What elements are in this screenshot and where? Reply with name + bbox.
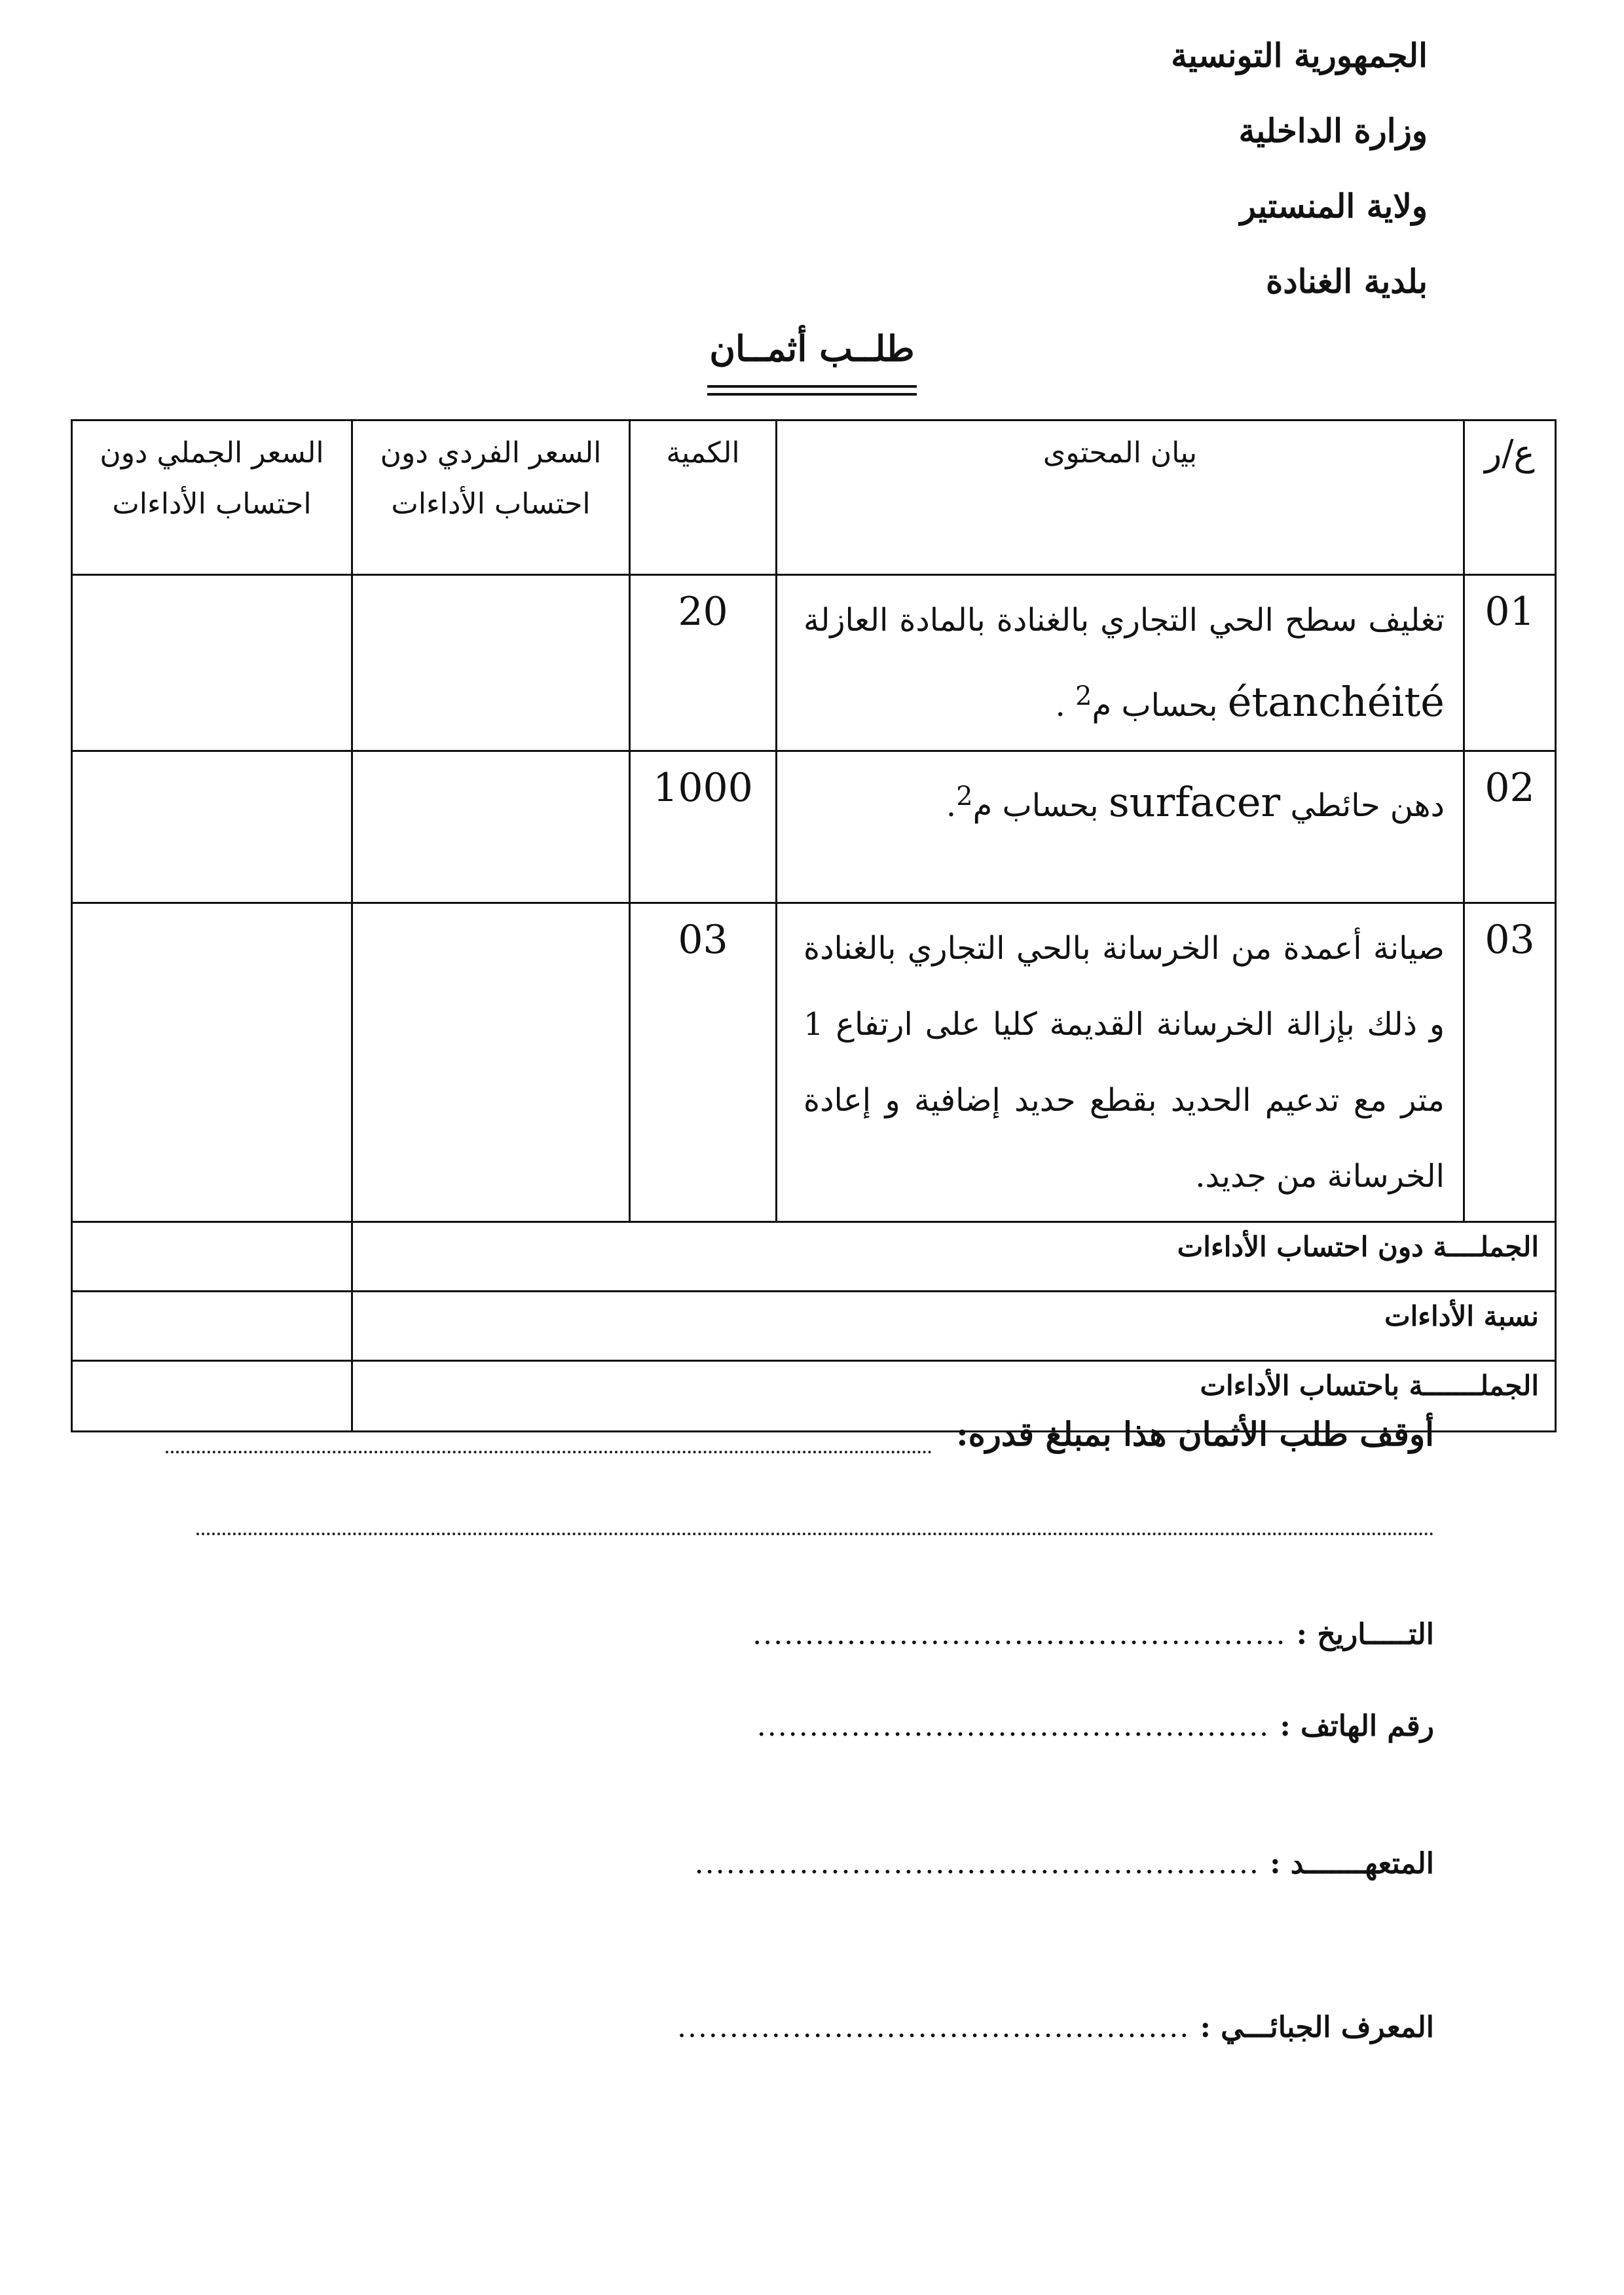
row-total-price-cell[interactable] [72, 575, 352, 751]
description-unit: بحساب م [1092, 687, 1218, 724]
tax-id-input-dots[interactable]: ................................................. [676, 2011, 1190, 2044]
row-number: 01 [1464, 575, 1556, 751]
date-label: التـــــاريخ : [1296, 1618, 1434, 1651]
header-item-number: ع/ر [1464, 420, 1556, 575]
header-quantity: الكمية [630, 420, 777, 575]
row-total-price-cell[interactable] [72, 751, 352, 903]
tax-id-label: المعرف الجبائـــي : [1200, 2011, 1434, 2044]
subtotal-label: الجملــــة دون احتساب الأداءات [352, 1222, 1556, 1292]
approval-amount-field[interactable] [166, 1451, 932, 1453]
governorate-name: ولاية المنستير [1240, 187, 1428, 225]
bidder-input-dots[interactable]: ...................................................... [694, 1847, 1260, 1880]
row-unit-price-cell[interactable] [352, 575, 630, 751]
phone-label: رقم الهاتف : [1280, 1709, 1434, 1743]
title-text: طلــب أثمــان [709, 327, 915, 369]
date-field [752, 1618, 1434, 1651]
description-latin-term: surfacer [1108, 778, 1281, 826]
tax-rate-label: نسبة الأداءات [352, 1292, 1556, 1361]
row-unit-price-cell[interactable] [352, 751, 630, 903]
header-description: بيان المحتوى [777, 420, 1464, 575]
tax-id-field [677, 2011, 1434, 2044]
subtotal-value-cell[interactable] [72, 1222, 352, 1292]
description-unit-exponent: 2 [956, 781, 973, 812]
description-arabic: تغليف سطح الحي التجاري بالغنادة بالمادة العازلة [803, 602, 1445, 639]
title-underline [707, 385, 917, 388]
approval-line [124, 1415, 1434, 1453]
phone-field [757, 1709, 1434, 1743]
table-row [72, 575, 1556, 751]
row-quantity: 03 [630, 903, 777, 1222]
total-label: الجملـــــــة باحتساب الأداءات [352, 1361, 1556, 1432]
description-unit: بحساب م [972, 787, 1099, 824]
tax-rate-value-cell[interactable] [72, 1292, 352, 1361]
date-input-dots[interactable]: ................................................... [752, 1618, 1287, 1651]
title-underline-second [707, 393, 917, 396]
row-description: صيانة أعمدة من الخرسانة بالحي التجاري بالغنادة و ذلك بإزالة الخرسانة القديمة كليا على ارتفاع 1 متر مع تدعيم الحديد بقطع حديد إضافية و إعادة الخرسانة من جديد. [777, 903, 1464, 1222]
bidder-field [695, 1847, 1434, 1880]
description-latin-term: étanchéité [1227, 678, 1445, 726]
row-description [777, 575, 1464, 751]
letterhead [969, 26, 1428, 327]
row-unit-price-cell[interactable] [352, 903, 630, 1222]
row-quantity: 20 [630, 575, 777, 751]
republic-name: الجمهورية التونسية [1171, 36, 1428, 75]
approval-text: أوقف طلب الأثمان هذا بمبلغ قدره: [956, 1415, 1434, 1453]
municipality-name: بلدية الغنادة [1266, 262, 1428, 301]
row-number: 03 [1464, 903, 1556, 1222]
summary-row-subtotal [72, 1222, 1556, 1292]
description-arabic: دهن حائطي [1290, 787, 1445, 824]
document-title [681, 327, 943, 369]
phone-input-dots[interactable]: ................................................. [756, 1709, 1270, 1743]
row-number: 02 [1464, 751, 1556, 903]
header-unit-price: السعر الفردي دون احتساب الأداءات [352, 420, 630, 575]
description-unit-exponent: 2 [1075, 681, 1092, 711]
row-quantity: 1000 [630, 751, 777, 903]
ministry-name: وزارة الداخلية [1238, 111, 1428, 150]
approval-amount-field-continued[interactable] [196, 1533, 1434, 1535]
row-description [777, 751, 1464, 903]
table-row [72, 903, 1556, 1222]
table-header-row [72, 420, 1556, 575]
bidder-label: المتعهـــــــد : [1270, 1847, 1434, 1880]
description-end: . [1055, 687, 1076, 724]
header-total-price: السعر الجملي دون احتساب الأداءات [72, 420, 352, 575]
quote-table [71, 419, 1557, 1432]
description-end: . [946, 787, 957, 824]
table-row [72, 751, 1556, 903]
row-total-price-cell[interactable] [72, 903, 352, 1222]
summary-row-tax-rate [72, 1292, 1556, 1361]
